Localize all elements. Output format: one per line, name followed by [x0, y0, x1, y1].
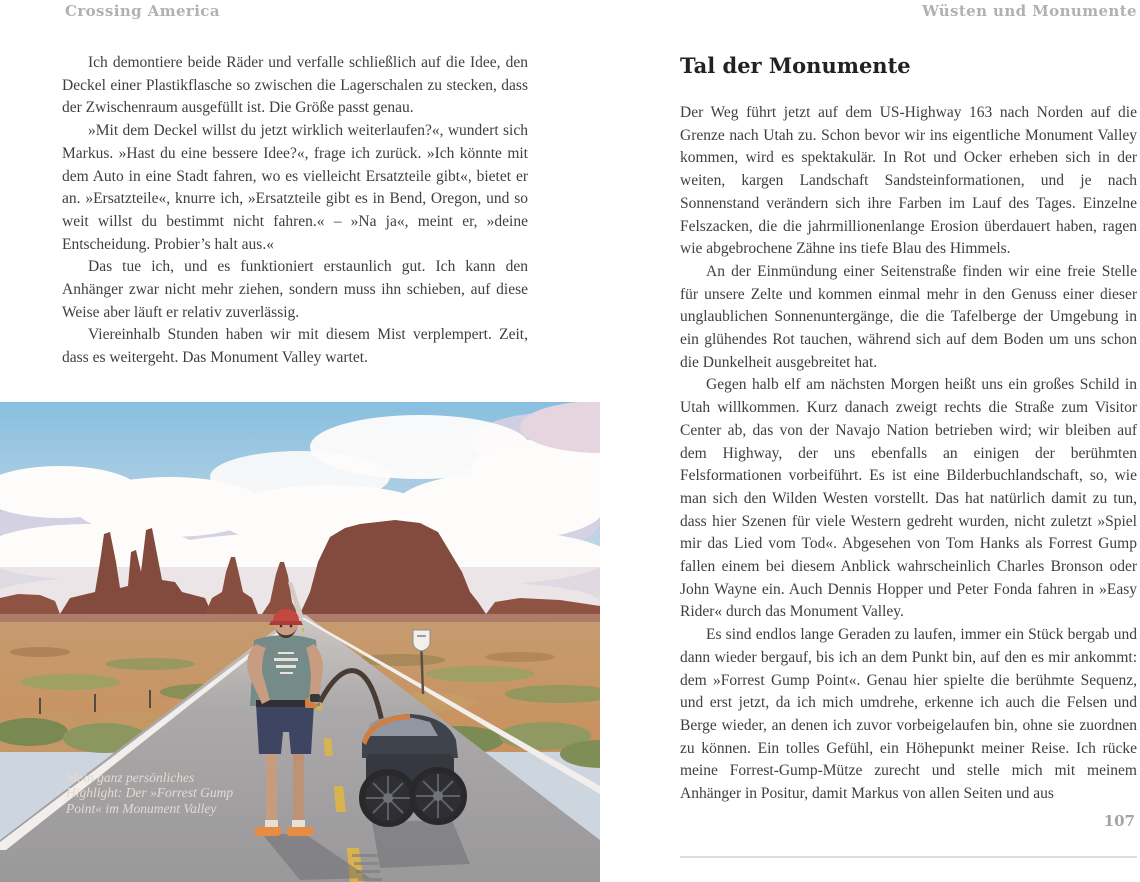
paragraph: »Mit dem Deckel willst du jetzt wirklich weiterlaufen?«, wundert sich Markus. »Hast du eine bessere Idee?«, frage ich zurück. »Ich könnte mit dem Auto in eine Stadt fahren, wo es vielleicht Ersatzteile gibt«, bietet er an. »Ersatzteile«, knurre ich, »Ersatzteile gibt es in Bend, Oregon, und so weit willst du bestimmt nicht fahren.« – »Na ja«, meint er, »deine Entscheidung. Probier’s halt aus.«	[62, 122, 528, 253]
monument-valley-photo	[0, 402, 600, 882]
running-head-left: Crossing America	[65, 2, 220, 20]
right-page-text	[680, 102, 1137, 806]
paragraph: Es sind endlos lange Geraden zu laufen, immer ein Stück bergab und dann wieder bergauf, bis ich an dem Punkt bin, auf den es mir ankommt: dem »Forrest Gump Point«. Genau hier spielte die berühmte Sequenz, und erst jetzt, da ich mich umdrehe, erkenne ich auch die Felsen und Berge wieder, an denen ich zuvor vorbeigelaufen bin, ohne sie zuordnen zu können. Ein tolles Gefühl, ein Höhepunkt meiner Reise. Ich rücke meine Forrest-Gump-Mütze zurecht und stelle mich mit meinem Anhänger in Positur, damit Markus von allen Seiten und aus	[680, 626, 1137, 803]
right-page	[680, 0, 1137, 882]
paragraph: Der Weg führt jetzt auf dem US-Highway 163 nach Norden auf die Grenze nach Utah zu. Schon bevor wir ins eigentliche Monument Valley kommen, wird es spektakulär. In Rot und Ocker erheben sich in der weiten, kargen Landschaft Sandsteinformationen, und je nach Sonnenstand verändern sich ihre Farben im Lauf des Tages. Einzelne Felszacken, die die jahrmillionenlange Erosion überdauert haben, ragen wie abgebrochene Zähne ins tiefe Blau des Himmels.	[680, 104, 1137, 258]
page-number: 107	[1103, 812, 1135, 830]
paragraph: An der Einmündung einer Seitenstraße finden wir eine freie Stelle für unsere Zelte und kommen einmal mehr in den Genuss einer dieser unglaublichen Sonnenuntergänge, die die Tafelberge der Umgebung in ein glühendes Rot tauchen, während sich auf dem Boden um uns schon die Dunkelheit ausgebreitet hat.	[680, 262, 1137, 371]
left-page-text	[62, 52, 528, 370]
chapter-heading: Tal der Monumente	[680, 53, 911, 78]
photo-caption	[66, 770, 233, 817]
photo-caption-line: Mein ganz persönliches	[66, 769, 195, 785]
running-head-right: Wüsten und Monumente	[922, 2, 1137, 20]
paragraph: Ich demontiere beide Räder und verfalle schließlich auf die Idee, den Deckel einer Plastikflasche so zwischen die Lagerschalen zu stecken, dass der Zwischenraum ausgefüllt ist. Die Größe passt genau.	[62, 54, 528, 117]
footer-rule	[680, 856, 1137, 858]
paragraph: Gegen halb elf am nächsten Morgen heißt uns ein großes Schild in Utah willkommen. Kurz danach zweigt rechts die Straße zum Visitor Center ab, das von der Navajo Nation betrieben wird; wir bleiben auf dem Highway, der uns ebenfalls an einigen der berühmten Felsformationen vorbeiführt. Es ist eine Bilderbuchlandschaft, so, wie man sich den Wilden Westen vorstellt. Das hat natürlich damit zu tun, dass hier Szenen für viele Western gedreht wurden, nicht zuletzt »Spiel mir das Lied vom Tod«. Abgesehen von Tom Hanks als Forrest Gump fallen einem bei diesem Anblick wahrscheinlich Charles Bronson oder John Wayne ein. Auch Dennis Hopper und Peter Fonda fahren in »Easy Rider« durch das Monument Valley.	[680, 376, 1137, 621]
photo-caption-line: Highlight: Der »Forrest Gump	[66, 785, 234, 801]
photo-caption-line: Point« im Monument Valley	[66, 800, 217, 816]
paragraph: Viereinhalb Stunden haben wir mit diesem Mist verplempert. Zeit, dass es weitergeht. Das Monument Valley wartet.	[62, 326, 528, 367]
paragraph: Das tue ich, und es funktioniert erstaunlich gut. Ich kann den Anhänger zwar nicht mehr ziehen, sondern muss ihn schieben, auf diese Weise aber läuft er relativ zuverlässig.	[62, 258, 528, 321]
